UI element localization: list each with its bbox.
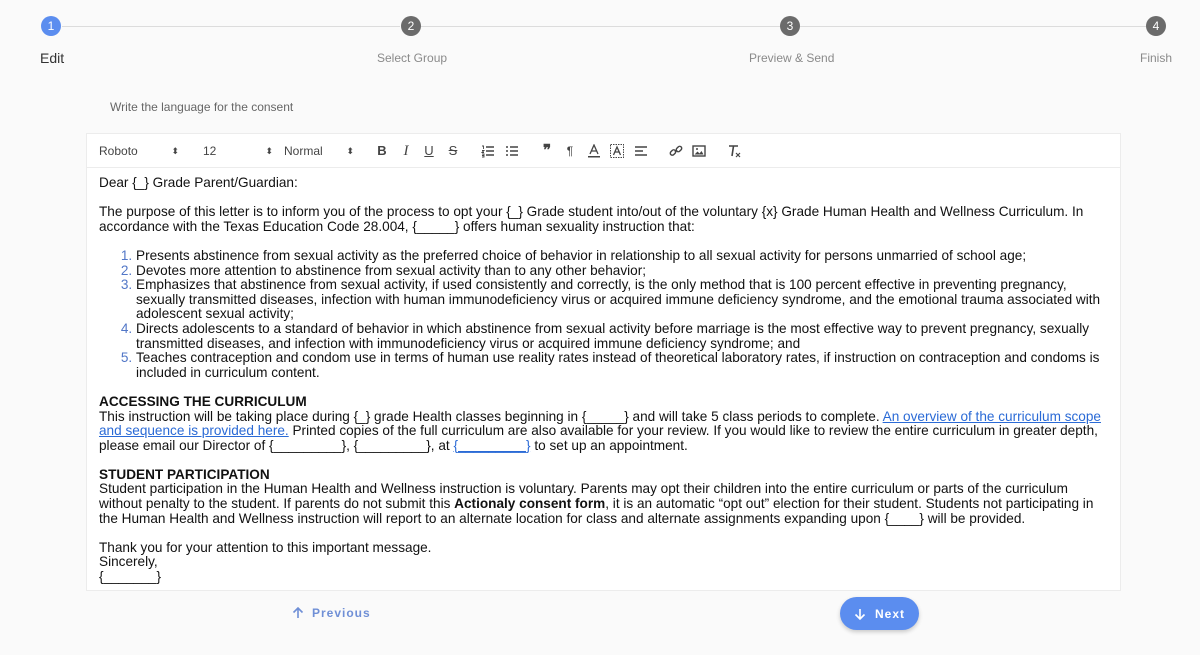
instruction-list (99, 249, 1108, 380)
font-select-value: Roboto (99, 144, 138, 158)
next-button-label: Next (874, 606, 905, 621)
consent-form-name: Actionaly consent form (454, 496, 606, 512)
updown-icon: ⬍ (265, 146, 273, 156)
list-item-text: Devotes more attention to abstinence from sexual activity than to any other behavior; (136, 262, 647, 278)
participation-paragraph (99, 482, 1108, 526)
step-4-label: Finish (1140, 51, 1173, 65)
step-3-label: Preview & Send (749, 51, 835, 65)
step-connector (420, 26, 780, 27)
text-color-button[interactable] (585, 142, 603, 160)
rich-text-editor (86, 133, 1121, 591)
access-paragraph (99, 410, 1108, 454)
participation-heading: STUDENT PARTICIPATION (99, 466, 270, 482)
italic-button[interactable]: I (403, 143, 409, 159)
style-select[interactable] (284, 134, 354, 168)
list-item-text: Emphasizes that abstinence from sexual activity, if used consistently and correctly, is the only method that is 100 percent effective in preventing pregnancy, sexually transmitted diseases, infection with human immunodeficiency virus or acquired immune deficiency syndrome, and the emotional trauma associated with adolescent sexual activity; (136, 277, 1101, 322)
strike-button[interactable]: S (448, 143, 458, 158)
letter-intro: The purpose of this letter is to inform you of the process to opt your {_} Grade student into/out of the voluntary {x} Grade Human Health and Wellness Curriculum. In accordance with the Texas Education Code 28.004, {_____} offers human sexuality instruction that: (99, 204, 1084, 234)
image-icon (692, 144, 706, 158)
letter-signature: {_______} (99, 569, 162, 585)
arrow-up-icon (292, 607, 304, 619)
style-select-value: Normal (284, 144, 323, 158)
align-left-icon (634, 144, 648, 158)
bullet-list-icon (505, 144, 519, 158)
next-button[interactable] (840, 597, 919, 630)
link-button[interactable] (667, 142, 685, 160)
access-text-2: Printed copies of the full curriculum are also available for your review. If you would like to review the entire curriculum in greater depth, please email our Director of {_________}, {_________}, at (99, 423, 1098, 453)
letter-greeting: Dear {_} Grade Parent/Guardian: (99, 175, 298, 190)
text-color-icon (587, 144, 601, 158)
link-icon (669, 144, 683, 158)
ordered-list-icon (481, 144, 495, 158)
bold-button[interactable]: B (377, 143, 387, 158)
background-color-button[interactable] (608, 142, 626, 160)
size-select-value: 12 (203, 144, 217, 158)
access-text-1: This instruction will be taking place during {_} grade Health classes beginning in {_____} and will take 5 class periods to complete. (99, 408, 883, 424)
list-item-text: Directs adolescents to a standard of behavior in which abstinence from sexual activity before marriage is the most effective way to prevent pregnancy, sexually transmitted diseases, and infection with immunodeficiency virus or acquired immune deficiency syndrome; and (136, 320, 1090, 351)
list-item (136, 264, 1108, 279)
clear-format-icon (727, 144, 741, 158)
list-item (136, 351, 1108, 380)
arrow-down-icon (854, 608, 866, 620)
background-color-icon (610, 144, 624, 158)
participation-text-1: Student participation in the Human Health and Wellness instruction is voluntary. Parents may opt their children into the entire curriculum or parts of the curriculum without penalty to the student. If parents do not submit this (99, 481, 1068, 512)
director-email-link[interactable]: {_________} (453, 437, 531, 453)
step-1-circle[interactable]: 1 (41, 16, 61, 36)
font-select[interactable] (99, 134, 179, 168)
previous-button[interactable] (292, 602, 371, 624)
image-button[interactable] (690, 142, 708, 160)
list-item-text: Presents abstinence from sexual activity as the preferred choice of behavior in relationship to all sexual activity for persons unmarried of school age; (136, 247, 1027, 263)
list-item-text: Teaches contraception and condom use in terms of human use reality rates instead of theoretical laboratory rates, if instruction on contraception and condoms is included in curriculum content. (136, 350, 1100, 380)
step-1-label: Edit (40, 50, 65, 66)
access-text-3: to set up an appointment. (530, 437, 688, 453)
list-item (136, 249, 1108, 264)
stepper (0, 0, 1200, 80)
text-direction-button[interactable]: ¶ (566, 144, 574, 158)
step-2-label: Select Group (377, 51, 448, 65)
access-heading: ACCESSING THE CURRICULUM (99, 393, 307, 409)
list-item (136, 322, 1108, 351)
clear-format-button[interactable] (725, 142, 743, 160)
previous-button-label: Previous (312, 606, 371, 620)
list-item (136, 278, 1108, 322)
blockquote-button[interactable]: ❞ (542, 142, 552, 159)
align-button[interactable] (632, 142, 650, 160)
underline-button[interactable]: U (424, 143, 434, 158)
editor-toolbar (87, 134, 1120, 168)
step-connector (62, 26, 400, 27)
updown-icon: ⬍ (346, 146, 354, 156)
step-3-circle[interactable]: 3 (780, 16, 800, 36)
step-2-circle[interactable]: 2 (401, 16, 421, 36)
participation-text-2: , it is an automatic “opt out” election for their student. Students not participating in the Human Health and Wellness instruction will report to an alternate location for class and alternate assignments expanding upon {____} will be provided. (99, 496, 1094, 526)
step-connector (800, 26, 1146, 27)
bullet-list-button[interactable] (503, 142, 521, 160)
editor-content[interactable] (87, 168, 1120, 585)
size-select[interactable] (203, 134, 273, 168)
step-4-circle[interactable]: 4 (1146, 16, 1166, 36)
updown-icon: ⬍ (171, 146, 179, 156)
letter-closing: Sincerely, (99, 554, 158, 570)
curriculum-overview-link[interactable]: An overview of the curriculum scope and sequence is provided here. (99, 408, 1101, 439)
ordered-list-button[interactable] (479, 142, 497, 160)
editor-instruction: Write the language for the consent (110, 100, 294, 114)
letter-thanks: Thank you for your attention to this important message. (99, 539, 432, 555)
